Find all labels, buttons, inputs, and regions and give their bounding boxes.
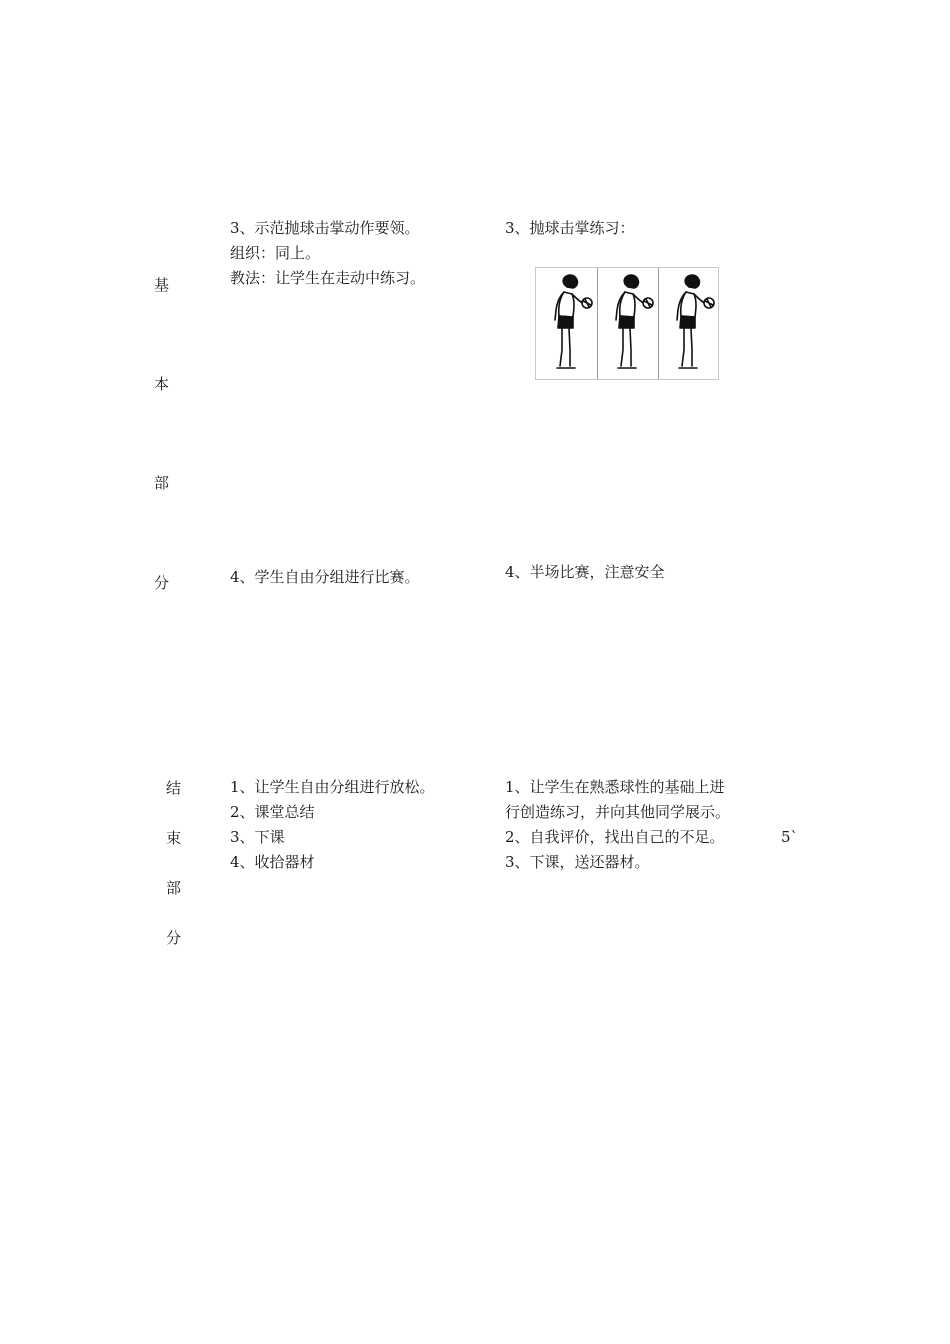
basketball-player-illustration	[535, 267, 719, 380]
teacher-item3-block	[230, 216, 425, 291]
end-teacher-block	[230, 775, 435, 875]
end-student-block	[505, 775, 730, 875]
end-student-line: 行创造练习，并向其他同学展示。	[505, 803, 731, 821]
teacher-item3-line: 3、示范抛球击掌动作要领。	[230, 219, 420, 237]
section-label-char: 部	[166, 879, 182, 897]
end-time: 5`	[781, 828, 799, 846]
end-teacher-line: 2、课堂总结	[230, 803, 315, 821]
teacher-item3-line: 组织：同上。	[230, 244, 321, 262]
section-label-char: 结	[166, 779, 182, 797]
end-student-line: 3、下课，送还器材。	[505, 853, 650, 871]
end-student-line: 2、自我评价，找出自己的不足。	[505, 828, 725, 846]
section-label-char: 分	[166, 929, 182, 947]
player-figure-3	[664, 270, 720, 378]
player-figure-1	[542, 270, 598, 378]
end-student-line: 1、让学生在熟悉球性的基础上进	[505, 778, 725, 796]
player-figure-2	[603, 270, 659, 378]
end-teacher-line: 4、收拾器材	[230, 853, 315, 871]
end-teacher-line: 3、下课	[230, 828, 285, 846]
student-item4: 4、半场比赛，注意安全	[505, 563, 665, 581]
student-item3-title: 3、抛球击掌练习：	[505, 219, 635, 237]
teacher-item3-line: 教法：让学生在走动中练习。	[230, 269, 426, 287]
end-teacher-line: 1、让学生自由分组进行放松。	[230, 778, 435, 796]
section-label-char: 部	[154, 474, 170, 492]
section-label-char: 基	[154, 276, 170, 294]
section-label-char: 本	[154, 375, 170, 393]
section-label-char: 分	[154, 574, 170, 592]
section-label-char: 束	[166, 829, 182, 847]
teacher-item4: 4、学生自由分组进行比赛。	[230, 568, 420, 586]
